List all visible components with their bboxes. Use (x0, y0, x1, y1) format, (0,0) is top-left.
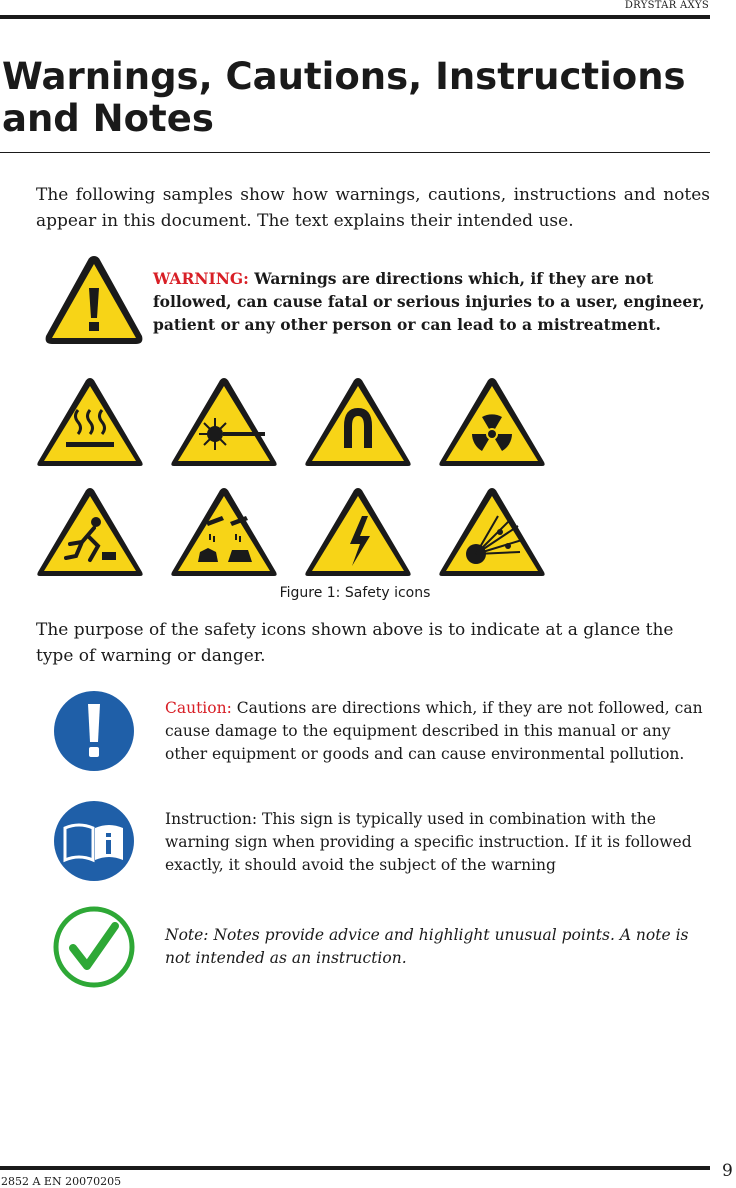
page-title: Warnings, Cautions, Instructions and Notes (2, 55, 686, 140)
warning-triangle-icon (42, 252, 146, 348)
caution-label: Caution: (165, 699, 232, 717)
title-rule (0, 152, 710, 153)
electric-shock-icon (305, 488, 410, 576)
radiation-icon (439, 378, 544, 466)
caution-text (165, 697, 710, 766)
instruction-book-icon (53, 800, 135, 882)
explosive-icon (439, 488, 544, 576)
footer-rule (0, 1166, 710, 1170)
purpose-paragraph: The purpose of the safety icons shown above is to indicate at a glance the type of warning or danger. (36, 620, 674, 666)
warning-body: Warnings are directions which, if they are not followed, can cause fatal or serious injuries to a user, engineer, patient or any other person or can lead to a mistreatment. (153, 269, 705, 334)
corrosive-icon (171, 488, 276, 576)
page-number: 9 (722, 1161, 733, 1181)
intro-paragraph: The following samples show how warnings, cautions, instructions and notes appear in this document. The text explains their intended use. (36, 185, 710, 231)
caution-body: Cautions are directions which, if they are not followed, can cause damage to the equipment described in this manual or any other equipment or goods and can cause environmental pollution. (165, 699, 703, 763)
warning-label: WARNING: (153, 269, 249, 288)
magnet-icon (305, 378, 410, 466)
warning-text (153, 267, 713, 336)
laser-icon (171, 378, 276, 466)
safety-icon-grid (36, 376, 548, 576)
figure-caption: Figure 1: Safety icons (279, 585, 431, 601)
header-brand: DRYSTAR AXYS (624, 0, 709, 11)
trip-hazard-icon (37, 488, 142, 576)
header-rule (0, 15, 710, 19)
note-checkmark-icon (53, 906, 135, 988)
caution-icon (53, 690, 135, 772)
note-text: Note: Notes provide advice and highlight unusual points. A note is not intended as an instruction. (165, 926, 689, 967)
hot-surface-icon (37, 378, 142, 466)
instruction-text: Instruction: This sign is typically used in combination with the warning sign when providing a specific instruction. If it is followed exactly, it should avoid the subject of the warning (165, 810, 692, 874)
document-code: 2852 A EN 20070205 (1, 1175, 122, 1188)
